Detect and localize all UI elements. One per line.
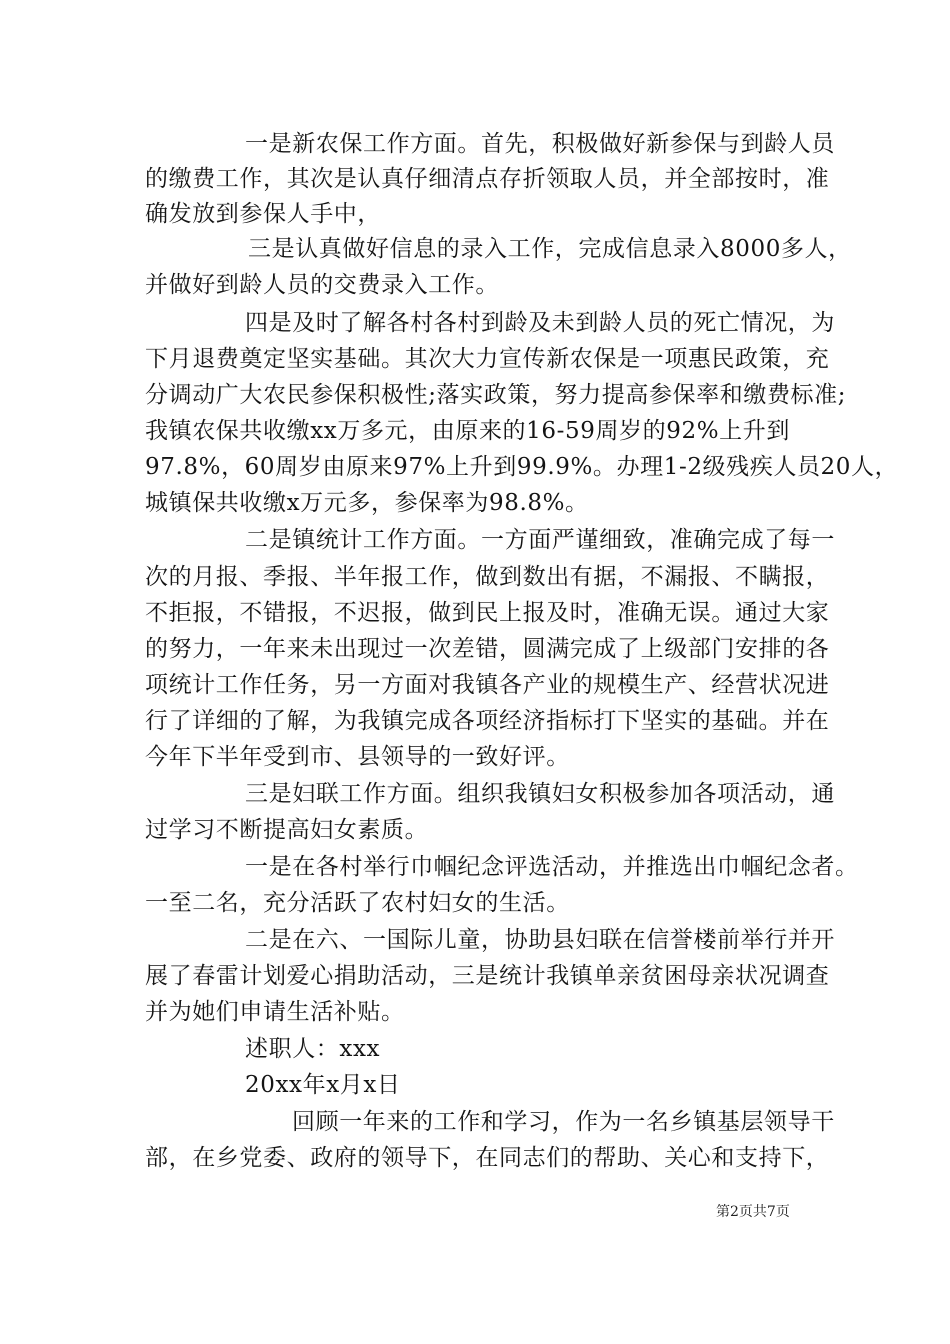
text-line: 展了春雷计划爱心捐助活动，三是统计我镇单亲贫困母亲状况调查: [145, 963, 830, 989]
text-line: 的努力，一年来未出现过一次差错，圆满完成了上级部门安排的各: [145, 636, 830, 662]
text-line: 部，在乡党委、政府的领导下，在同志们的帮助、关心和支持下，: [145, 1145, 830, 1171]
text-line: 不拒报，不错报，不迟报，做到民上报及时，准确无误。通过大家: [145, 600, 830, 626]
text-line: 今年下半年受到市、县领导的一致好评。: [145, 744, 570, 770]
page-number: 第2页共7页: [716, 1204, 790, 1220]
text-line: 一至二名，充分活跃了农村妇女的生活。: [145, 890, 570, 916]
signature-date: 20xx年x月x日: [245, 1072, 401, 1098]
text-line: 二是镇统计工作方面。一方面严谨细致，准确完成了每一: [245, 527, 835, 553]
text-line: 并为她们申请生活补贴。: [145, 999, 405, 1025]
text-line: 四是及时了解各村各村到龄及未到龄人员的死亡情况，为: [245, 310, 835, 336]
text-line: 我镇农保共收缴xx万多元，由原来的16-59周岁的92%上升到: [145, 418, 790, 444]
text-line: 97.8%，60周岁由原来97%上升到99.9%。办理1-2级残疾人员20人，: [145, 454, 899, 480]
text-line: 一是新农保工作方面。首先，积极做好新参保与到龄人员: [245, 131, 835, 157]
text-line: 三是妇联工作方面。组织我镇妇女积极参加各项活动，通: [245, 781, 835, 807]
text-line: 二是在六、一国际儿童，协助县妇联在信誉楼前举行并开: [245, 927, 835, 953]
text-line: 次的月报、季报、半年报工作，做到数出有据，不漏报、不瞒报，: [145, 564, 830, 590]
text-line: 行了详细的了解，为我镇完成各项经济指标打下坚实的基础。并在: [145, 708, 830, 734]
text-line: 过学习不断提高妇女素质。: [145, 817, 429, 843]
text-line: 三是认真做好信息的录入工作，完成信息录入8000多人，: [248, 236, 852, 262]
signature-name: 述职人：xxx: [245, 1036, 381, 1062]
text-line: 回顾一年来的工作和学习，作为一名乡镇基层领导干: [292, 1109, 835, 1135]
text-line: 确发放到参保人手中，: [145, 201, 381, 227]
text-line: 下月退费奠定坚实基础。其次大力宣传新农保是一项惠民政策，充: [145, 346, 830, 372]
text-line: 并做好到龄人员的交费录入工作。: [145, 272, 499, 298]
text-line: 一是在各村举行巾帼纪念评选活动，并推选出巾帼纪念者。: [245, 854, 859, 880]
text-line: 的缴费工作，其次是认真仔细清点存折领取人员，并全部按时，准: [145, 166, 830, 192]
text-line: 项统计工作任务，另一方面对我镇各产业的规模生产、经营状况进: [145, 672, 830, 698]
text-line: 分调动广大农民参保积极性;落实政策，努力提高参保率和缴费标准;: [145, 382, 847, 408]
text-line: 城镇保共收缴x万元多，参保率为98.8%。: [145, 490, 589, 516]
